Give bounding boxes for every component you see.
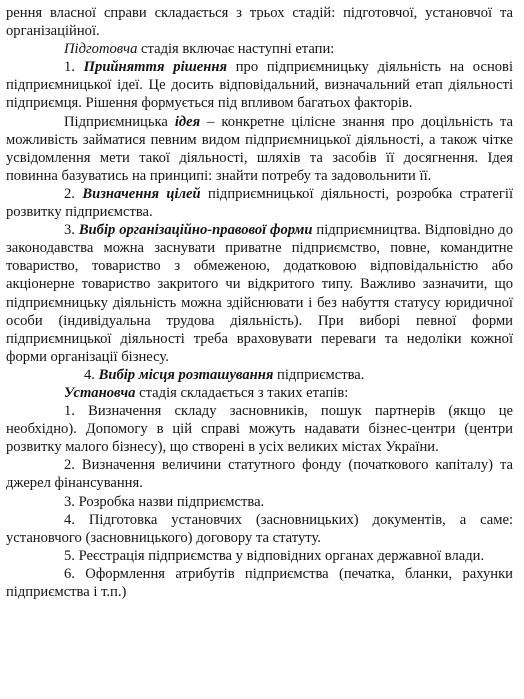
founding-step-founders <box>6 402 513 456</box>
emphasis-text: Підготовча <box>64 41 138 58</box>
paragraph-text: Підприємницька <box>64 113 175 130</box>
emphasis-text: Прийняття рішення <box>83 59 228 76</box>
paragraph-text: 1. <box>64 59 84 76</box>
paragraph-text: 1. Визначення складу засновників, пошук партнерів (якщо це необхідно). Допомогу в цій справі можуть надавати бізнес-центри (центри розвитку малого бізнесу), що створені в усіх великих містах України. <box>6 403 513 456</box>
paragraph-text: 6. Оформлення атрибутів підприємства (печатка, бланки, рахунки підприємства і т.п.) <box>6 565 513 600</box>
emphasis-text: Вибір організаційно-правової форми <box>78 222 313 239</box>
paragraph-text: 5. Реєстрація підприємства у відповідних органах державної влади. <box>64 547 485 564</box>
founding-step-documents <box>6 511 513 547</box>
paragraph-text: 2. <box>64 185 83 202</box>
paragraph-text: – конкретне цілісне знання про доцільність та можливість займатися певним видом підприємницької діяльності, а також чітке усвідомлення мети такої діяльності, шляхів та засобів її досягнення. Ідея повинна базуватись на принципі: знайти потребу та задовольнити її. <box>6 113 514 184</box>
idea-definition-paragraph <box>6 113 513 185</box>
paragraph-text: підприємницької діяльності, розробка стратегії розвитку підприємства. <box>6 185 514 221</box>
emphasis-text: ідея <box>174 113 201 130</box>
paragraph-text: 2. Визначення величини статутного фонду (початкового капіталу) та джерел фінансування. <box>6 457 513 492</box>
paragraph-text: рення власної справи складається з трьох стадій: підготовчої, установчої та організаційної. <box>6 5 513 40</box>
emphasis-text: Визначення цілей <box>82 185 201 202</box>
step-location <box>6 366 513 384</box>
paragraph-text: підприємництва. Відповідно до законодавства можна заснувати приватне підприємство, повне, командитне товариство, товариство з обмеженою, додатковою відповідальністю або акціонерне товариство закритого чи відкритого типу. Важливо зазначити, що підприємницьку діяльність можна здійснювати і без набуття статусу юридичної особи (індивідуальна трудова діяльність). При виборі певної форми підприємницької діяльності треба враховувати переваги та недоліки кожної форми організації бізнесу. <box>6 222 513 365</box>
paragraph-text: 3. Розробка назви підприємства. <box>64 493 265 510</box>
paragraph-text: 4. Підготовка установчих (засновницьких) документів, а саме: установчого (засновницького) договору та статуту. <box>6 511 513 546</box>
paragraph-text: підприємства. <box>273 366 365 383</box>
emphasis-text: Вибір місця розташування <box>98 366 274 383</box>
founding-stage-heading <box>6 384 513 402</box>
founding-step-attributes <box>6 565 513 601</box>
step-decision-making <box>6 58 513 112</box>
paragraph-text: стадія включає наступні етапи: <box>137 41 335 58</box>
emphasis-text: Установча <box>64 384 136 401</box>
document-page <box>6 4 513 601</box>
step-goal-setting <box>6 185 513 221</box>
founding-step-capital <box>6 456 513 492</box>
founding-step-name <box>6 493 513 511</box>
founding-step-registration <box>6 547 513 565</box>
paragraph-text: стадія складається з таких етапів: <box>135 384 349 401</box>
intro-paragraph <box>6 4 513 40</box>
preparatory-stage-heading <box>6 40 513 58</box>
paragraph-text: 4. <box>84 366 99 383</box>
paragraph-text: 3. <box>64 222 79 239</box>
step-legal-form <box>6 221 513 366</box>
paragraph-text: про підприємницьку діяльність на основі підприємницької ідеї. Це досить відповідальний, визначальний етап діяльності підприємця. Рішення формується під впливом багатьох факторів. <box>6 59 513 112</box>
